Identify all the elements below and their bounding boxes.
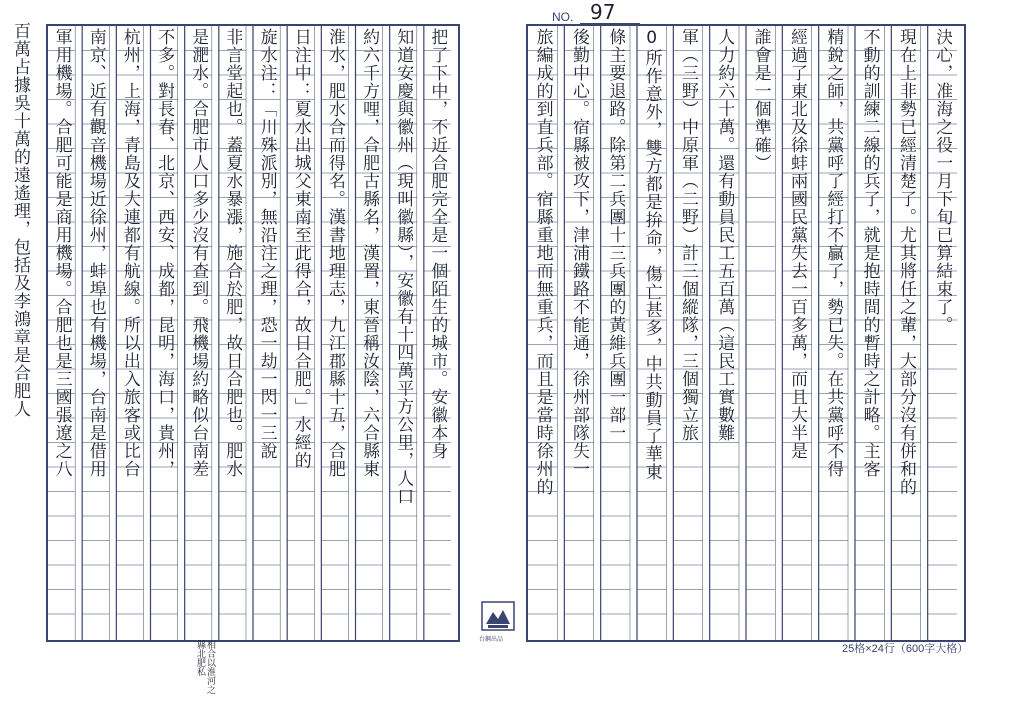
left-page-text-column: 不多。對長春、北京、西安、成都，昆明，海口，貴州， [154,28,175,478]
right-page-text-column: 軍（三野）中原軍（二野）計三個縱隊，三個獨立旅 [678,28,698,442]
left-page-text-column: 把了下中，不近合肥完全是一個陌生的城市。安徽本身 [427,28,448,460]
left-page-text-column: 旋水注：「川殊派別，無沿注之理，恐一劫一閃一三說 [256,28,277,460]
left-margin-note: 百萬占據吳十萬的遠遙理，包括及李鴻章是合肥人 [10,22,30,418]
right-page-text-column: 人力約六十萬。還有動員民工五百萬（這民工實數難 [714,28,735,442]
publisher-logo [480,600,516,638]
left-page-text-column: 日注中：夏水出城父東南至此得合，故日合肥。」水經的 [290,28,311,470]
page-number: 97 [590,0,616,24]
left-page-text-column: 非言堂起也。蓋夏水暴漲，施合於肥，故日合肥也。肥水 [222,28,243,478]
left-page-text-column: 知道安慶與徽州（現叫徽縣），安徽有十四萬平方公里，人口 [393,28,414,506]
right-page-text-column: 經過了東北及徐蚌兩國民黨失去一百多萬，而且大半是 [787,28,807,460]
right-page-text-column: 旅編成的到直兵部。宿縣重地而無重兵，而且是當時徐州的 [532,28,553,496]
right-page-text-column: 不動的訓練二線的兵了，就是抱時間的暫時之計略。主客 [859,28,880,478]
right-page-text-column: 誰會是一個準確） [750,28,771,172]
right-page-text-column: 後勤中心。宿縣被攻下，津浦鐵路不能通，徐州部隊失一 [569,28,589,478]
page-number-header [552,0,632,24]
right-page-text-column: 條主要退路。除第二兵團十三兵團的黃維兵團一部一 [605,28,626,442]
left-page-text-column: 淮水，肥水合而得名。漢書地理志，九江郡縣十五，合肥 [324,28,345,478]
right-page-text-column: 0所作意外，雙方都是拚命，傷亡甚多，中共動員了華東 [641,28,662,481]
right-page-text-column: 現在上非勢已經清楚了。尤其將任之輩，大部分沒有併和的 [896,28,916,496]
paper-spec: 25格×24行（600字大格） [842,643,969,655]
right-page-text-column: 決心，准海之役一月下旬已算結束了。 [932,28,953,334]
right-page-text-column: 精銳之師，共黨呼了經打不贏了，勢已失。在共黨呼不得 [823,28,844,478]
left-page-text-column: 南京、近有觀音機場近徐州，蚌埠也有機場，台南是借用 [85,28,106,478]
logo-caption: 台鋼出品 [479,637,504,643]
left-page-text-column: 杭州，上海，青島及大連都有航線。所以出入旅客或比台 [119,28,140,478]
left-page-text-column: 約六千方哩，合肥古縣名，漢置，東晉稱汝陰，六合縣東 [359,28,380,478]
left-page-text-column: 軍用機場。合肥可能是商用機場。合肥也是三國張遼之八 [51,28,72,478]
number-label: NO. [552,10,574,24]
bottom-handwritten-note: 相合以淮河之縣北肥私 [195,640,215,694]
left-page-text-column: 是淝水。合肥市人口多少沒有查到。飛機場約略似台南差 [188,28,209,478]
